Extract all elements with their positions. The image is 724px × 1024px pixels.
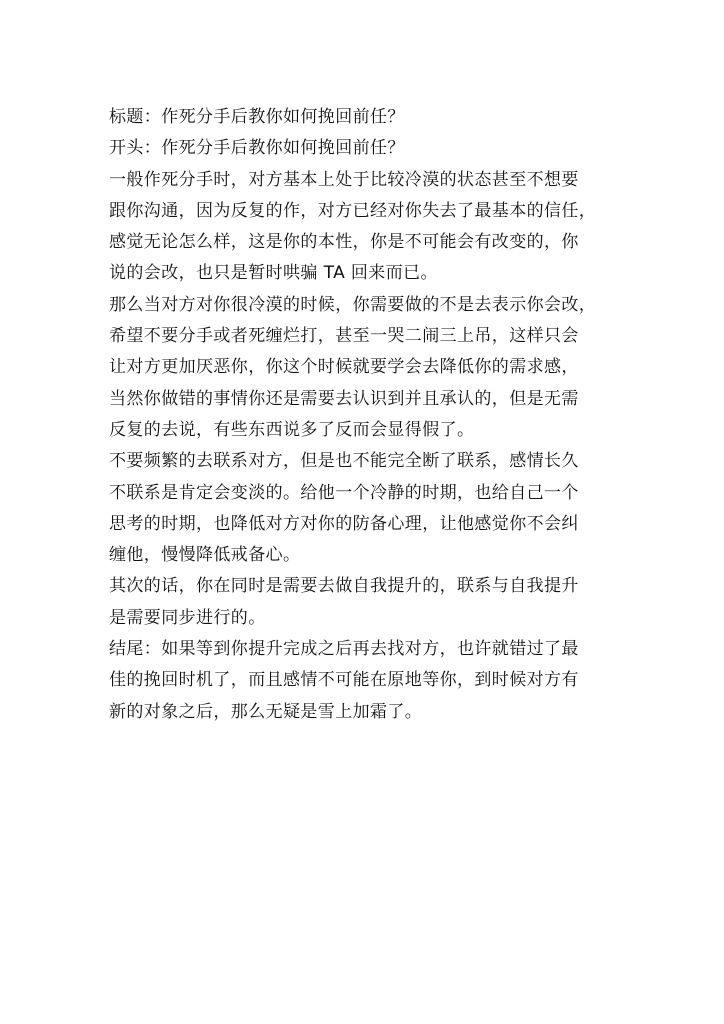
text-line: 不联系是肯定会变淡的。给他一个冷静的时期，也给自己一个 [109, 482, 579, 503]
text-line: 是需要同步进行的。 [109, 607, 266, 628]
text-line: 一般作死分手时，对方基本上处于比较冷漠的状态甚至不想要 [109, 169, 579, 190]
text-line: 佳的挽回时机了，而且感情不可能在原地等你，到时候对方有 [109, 670, 579, 691]
text-line: 跟你沟通，因为反复的作，对方已经对你失去了最基本的信任， [109, 200, 597, 221]
text-line: 当然你做错的事情你还是需要去认识到并且承认的，但是无需 [109, 388, 579, 409]
opening-line: 开头：作死分手后教你如何挽回前任？ [109, 138, 405, 159]
text-line: 其次的话，你在同时是需要去做自我提升的，联系与自我提升 [109, 576, 579, 597]
text-line: 不要频繁的去联系对方，但是也不能完全断了联系，感情长久 [109, 451, 579, 472]
ending-line: 结尾：如果等到你提升完成之后再去找对方，也许就错过了最 [109, 639, 579, 660]
text-line: 思考的时期，也降低对方对你的防备心理，让他感觉你不会纠 [109, 513, 579, 534]
text-line: 让对方更加厌恶你，你这个时候就要学会去降低你的需求感， [109, 357, 579, 378]
text-line: 说的会改，也只是暂时哄骗 TA 回来而已。 [109, 263, 438, 284]
title-line: 标题：作死分手后教你如何挽回前任？ [109, 107, 405, 127]
text-line: 新的对象之后，那么无疑是雪上加霜了。 [109, 701, 423, 722]
text-line: 感觉无论怎么样，这是你的本性，你是不可能会有改变的，你 [109, 232, 579, 253]
document-body [109, 102, 629, 728]
text-line: 反复的去说，有些东西说多了反而会显得假了。 [109, 419, 475, 440]
text-line: 缠他，慢慢降低戒备心。 [109, 545, 301, 566]
text-line: 那么当对方对你很冷漠的时候，你需要做的不是去表示你会改， [109, 294, 597, 315]
text-line: 希望不要分手或者死缠烂打，甚至一哭二闹三上吊，这样只会 [109, 326, 579, 347]
